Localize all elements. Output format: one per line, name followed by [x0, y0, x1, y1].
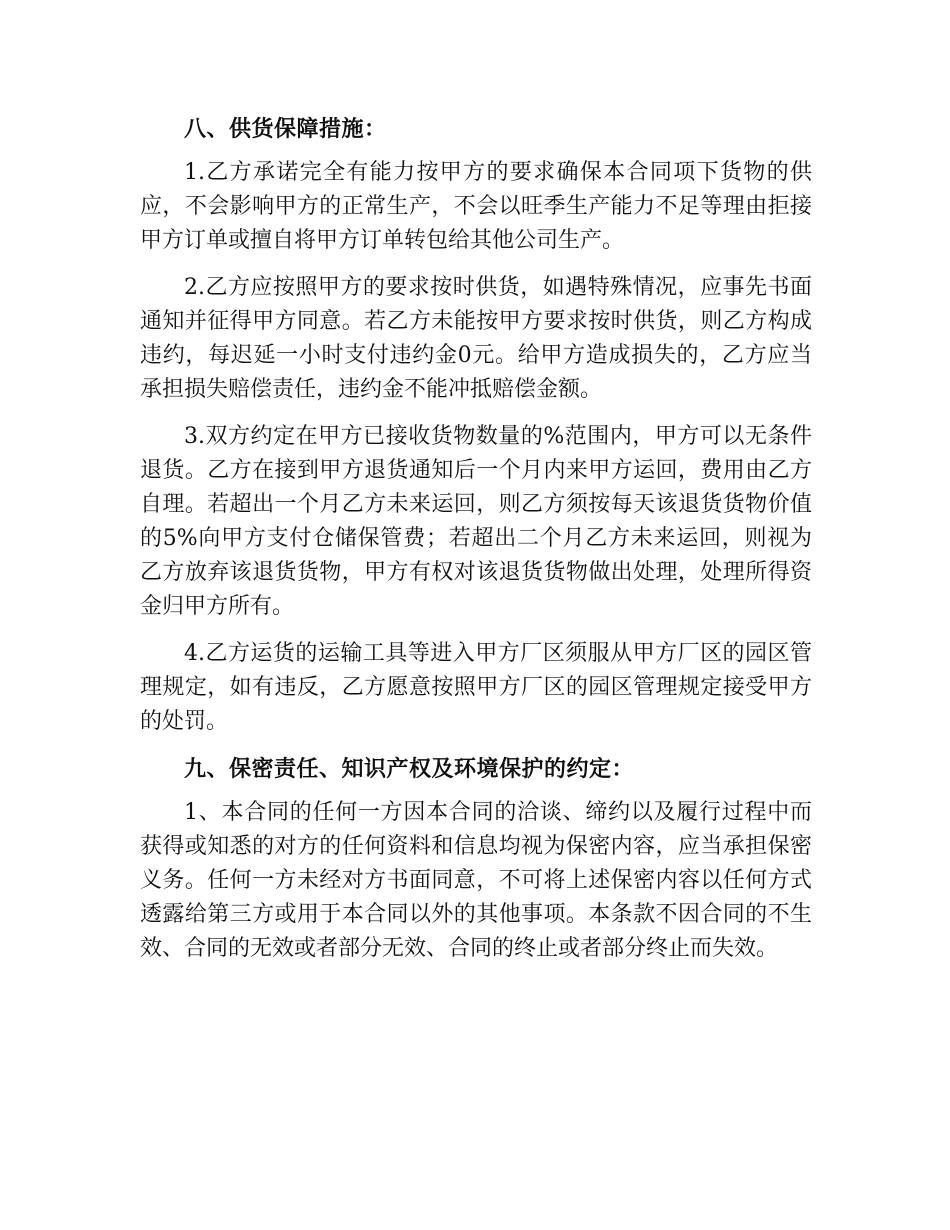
section-8-item-4: 4.乙方运货的运输工具等进入甲方厂区须服从甲方厂区的园区管理规定，如有违反，乙方愿意按照甲方厂区的园区管理规定接受甲方的处罚。: [140, 641, 812, 734]
section-8-item-1: 1.乙方承诺完全有能力按甲方的要求确保本合同项下货物的供应，不会影响甲方的正常生产，不会以旺季生产能力不足等理由拒接甲方订单或擅自将甲方订单转包给其他公司生产。: [140, 160, 812, 253]
section-8-item-2: 2.乙方应按照甲方的要求按时供货，如遇特殊情况，应事先书面通知并征得甲方同意。若乙方未能按甲方要求按时供货，则乙方构成违约，每迟延一小时支付违约金0元。给甲方造成损失的，乙方应当承担损失赔偿责任，违约金不能冲抵赔偿金额。: [140, 275, 812, 402]
section-9-heading: 九、保密责任、知识产权及环境保护的约定：: [184, 756, 635, 782]
section-8-heading: 八、供货保障措施：: [184, 116, 387, 142]
section-8-item-3: 3.双方约定在甲方已接收货物数量的%范围内，甲方可以无条件退货。乙方在接到甲方退货通知后一个月内来甲方运回，费用由乙方自理。若超出一个月乙方未来运回，则乙方须按每天该退货货物价值的5%向甲方支付仓储保管费；若超出二个月乙方未来运回，则视为乙方放弃该退货货物，甲方有权对该退货货物做出处理，处理所得资金归甲方所有。: [140, 424, 812, 619]
document-page: [140, 112, 812, 979]
section-9-item-1: 1、本合同的任何一方因本合同的洽谈、缔约以及履行过程中而获得或知悉的对方的任何资料和信息均视为保密内容，应当承担保密义务。任何一方未经对方书面同意，不可将上述保密内容以任何方式透露给第三方或用于本合同以外的其他事项。本条款不因合同的不生效、合同的无效或者部分无效、合同的终止或者部分终止而失效。: [140, 800, 812, 961]
